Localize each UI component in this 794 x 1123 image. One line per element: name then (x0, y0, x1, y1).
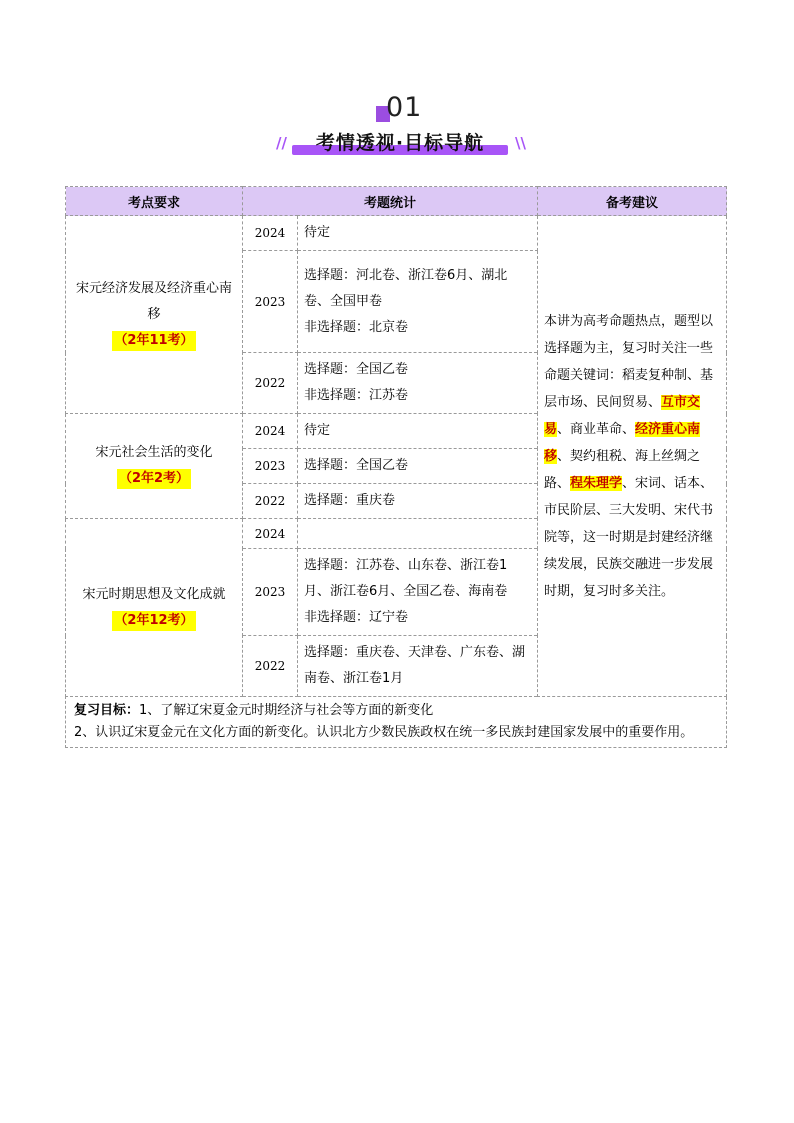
exam-analysis-table (65, 186, 727, 748)
goals-label: 复习目标： (74, 703, 140, 718)
year-cell: 2023 (243, 449, 298, 484)
goals-row (66, 697, 727, 748)
stat-cell (298, 449, 538, 484)
header-requirement: 考点要求 (66, 187, 243, 216)
section-number (376, 92, 436, 128)
header-advice: 备考建议 (538, 187, 727, 216)
exam-count-badge: （2年2考） (117, 469, 191, 489)
year-cell: 2022 (243, 484, 298, 519)
year-cell: 2024 (243, 519, 298, 549)
requirement-cell-3 (66, 519, 243, 697)
requirement-text: 宋元社会生活的变化 (95, 445, 213, 460)
table-row (66, 216, 727, 251)
section-title: 考情透视·目标导航 (315, 132, 485, 154)
stat-line: 非选择题：北京卷 (304, 319, 409, 335)
stat-cell (298, 216, 538, 251)
stat-cell (298, 636, 538, 697)
advice-highlight: 经济重心南移 (544, 421, 701, 464)
exam-count-badge: （2年11考） (112, 331, 195, 351)
table-header-row (66, 187, 727, 216)
stat-cell (298, 484, 538, 519)
section-header (0, 92, 794, 162)
goal-line: 2、认识辽宋夏金元在文化方面的新变化。认识北方少数民族政权在统一多民族封建国家发展中的重要作用。 (74, 725, 694, 740)
advice-text: 本讲为高考命题热点，题型以选择题为主，复习时关注一些命题关键词：稻麦复种制、基层市场、民间贸易、 (544, 313, 714, 410)
stat-cell (298, 549, 538, 636)
requirement-text: 宋元经济发展及经济重心南移 (76, 280, 233, 322)
goals-cell (66, 697, 727, 748)
advice-cell (538, 216, 727, 697)
stat-line: 选择题：全国乙卷 (304, 458, 409, 473)
year-cell: 2024 (243, 414, 298, 449)
year-cell: 2023 (243, 549, 298, 636)
stat-line: 待定 (304, 423, 331, 438)
stat-line: 选择题：重庆卷、天津卷、广东卷、湖南卷、浙江卷1月 (304, 645, 526, 686)
stat-cell (298, 353, 538, 414)
year-cell: 2023 (243, 251, 298, 353)
advice-text: 、宋词、话本、市民阶层、三大发明、宋代书院等，这一时期是封建经济继续发展，民族交融进一步发展时期，复习时多关注。 (544, 475, 714, 599)
stat-line: 选择题：河北卷、浙江卷6月、湖北卷、全国甲卷 (304, 267, 508, 309)
advice-text: 、商业革命、 (557, 421, 636, 437)
stat-line: 选择题：江苏卷、山东卷、浙江卷1月、浙江卷6月、全国乙卷、海南卷 (304, 558, 508, 599)
year-cell: 2022 (243, 636, 298, 697)
header-statistics: 考题统计 (243, 187, 538, 216)
stat-line: 非选择题：辽宁卷 (304, 610, 409, 625)
year-cell: 2022 (243, 353, 298, 414)
stat-cell (298, 519, 538, 549)
title-deco-right-icon: \\ (515, 134, 526, 152)
advice-highlight: 互市交易 (544, 394, 701, 437)
year-cell: 2024 (243, 216, 298, 251)
title-deco-left-icon: // (276, 134, 287, 152)
requirement-cell-1 (66, 216, 243, 414)
advice-highlight: 程朱理学 (570, 475, 623, 491)
exam-count-badge: （2年12考） (112, 611, 195, 631)
goal-line: 1、了解辽宋夏金元时期经济与社会等方面的新变化 (139, 703, 434, 718)
stat-line: 选择题：全国乙卷 (304, 362, 409, 377)
stat-cell (298, 251, 538, 353)
advice-text: 、契约租税、海上丝绸之路、 (544, 448, 701, 491)
stat-line: 待定 (304, 225, 331, 240)
requirement-cell-2 (66, 414, 243, 519)
requirement-text: 宋元时期思想及文化成就 (82, 586, 226, 602)
section-title-block (276, 128, 526, 160)
stat-line: 选择题：重庆卷 (304, 493, 396, 508)
stat-line: 非选择题：江苏卷 (304, 388, 409, 403)
stat-cell (298, 414, 538, 449)
section-number-text: 01 (386, 92, 423, 123)
